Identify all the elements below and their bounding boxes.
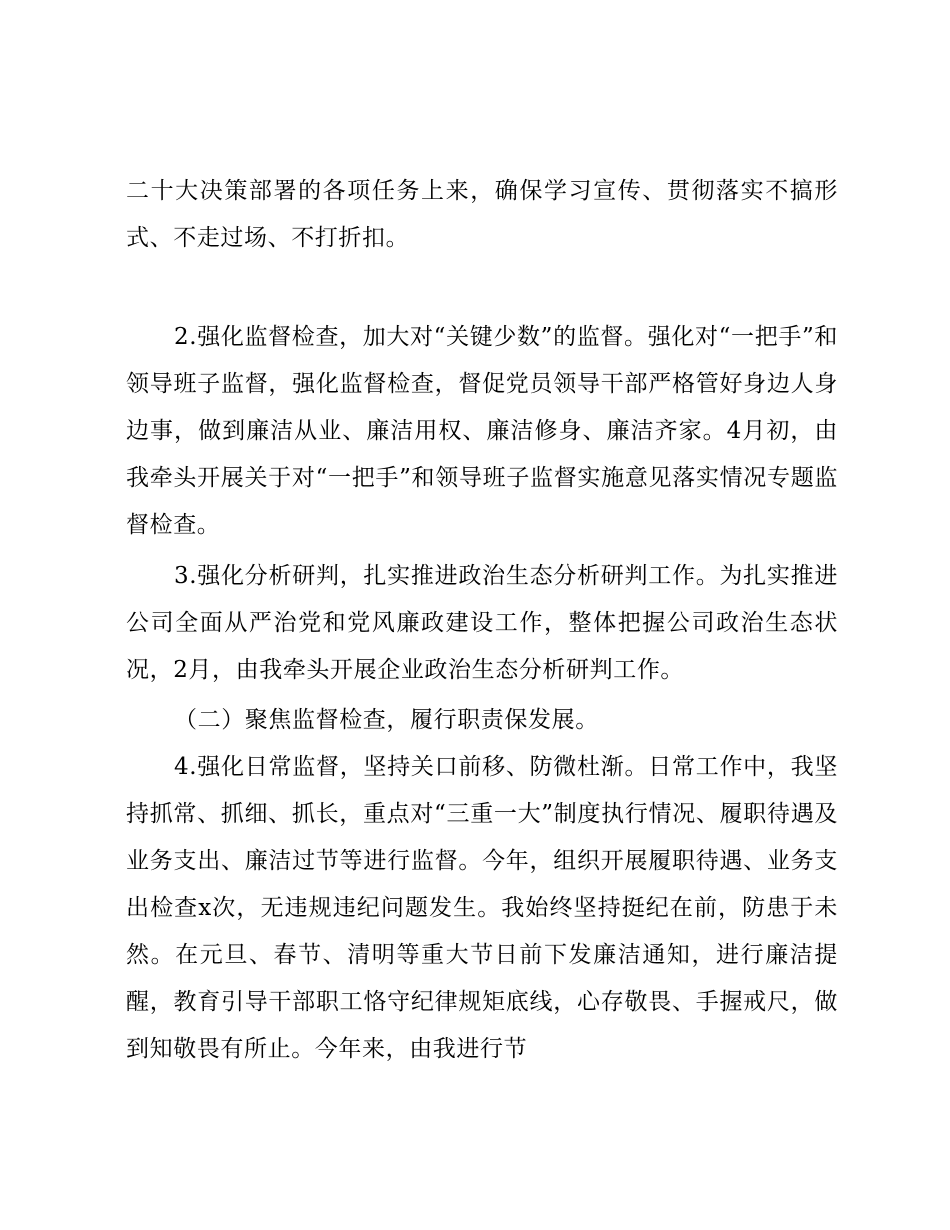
section-heading-2: （二）聚焦监督检查，履行职责保发展。: [174, 707, 599, 733]
paragraph-continuation: 二十大决策部署的各项任务上来，确保学习宣传、贯彻落实不搞形式、不走过场、不打折扣。: [126, 178, 838, 251]
paragraph-item-4: 4.强化日常监督，坚持关口前移、防微杜渐。日常工作中，我坚持抓常、抓细、抓长，重点对“三重一大”制度执行情况、履职待遇及业务支出、廉洁过节等进行监督。今年，组织开展履职待遇、业务支出检查x次，无违规违纪问题发生。我始终坚持挺纪在前，防患于未然。在元旦、春节、清明等重大节日前下发廉洁通知，进行廉洁提醒，教育引导干部职工恪守纪律规矩底线，心存敬畏、手握戒尺，做到知敬畏有所止。今年来，由我进行节: [126, 754, 838, 1062]
paragraph-item-3: 3.强化分析研判，扎实推进政治生态分析研判工作。为扎实推进公司全面从严治党和党风廉政建设工作，整体把握公司政治生态状况，2月，由我牵头开展企业政治生态分析研判工作。: [126, 563, 838, 683]
paragraph-item-2: 2.强化监督检查，加大对“关键少数”的监督。强化对“一把手”和领导班子监督，强化监督检查，督促党员领导干部严格管好身边人身边事，做到廉洁从业、廉洁用权、廉洁修身、廉洁齐家。4月初，由我牵头开展关于对“一把手”和领导班子监督实施意见落实情况专题监督检查。: [126, 324, 838, 538]
